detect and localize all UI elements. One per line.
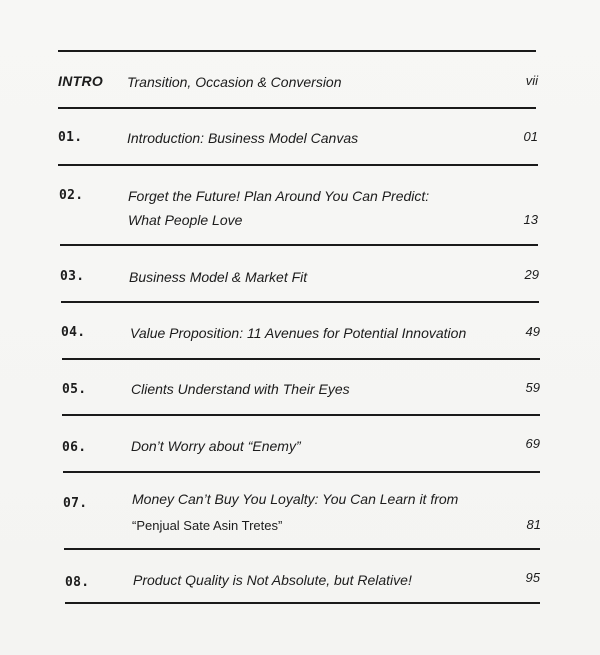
entry-divider	[62, 358, 540, 360]
entry-page: 69	[525, 436, 540, 451]
entry-divider	[60, 244, 538, 246]
entry-divider	[58, 107, 536, 109]
entry-title-line-1: Money Can’t Buy You Loyalty: You Can Learn it from	[132, 491, 459, 507]
entry-number: 02.	[59, 188, 84, 203]
entry-number: 01.	[58, 130, 83, 145]
entry-divider	[63, 471, 540, 473]
bottom-divider	[65, 602, 540, 604]
entry-page: 49	[525, 324, 540, 339]
entry-number: 06.	[62, 440, 87, 455]
entry-number: 03.	[60, 269, 85, 284]
entry-page: 01	[523, 129, 538, 144]
entry-page: 13	[523, 212, 538, 227]
entry-number: 08.	[65, 575, 90, 590]
top-divider	[58, 50, 536, 52]
entry-divider	[62, 414, 540, 416]
entry-number: 07.	[63, 496, 88, 511]
entry-number: 05.	[62, 382, 87, 397]
entry-title: Transition, Occasion & Conversion	[127, 74, 342, 90]
entry-number: 04.	[61, 325, 86, 340]
entry-title-line-1: Forget the Future! Plan Around You Can Predict:	[128, 188, 430, 204]
entry-divider	[58, 164, 538, 166]
entry-page: vii	[525, 73, 538, 88]
entry-title: Product Quality is Not Absolute, but Relative!	[133, 572, 412, 588]
entry-divider	[64, 548, 540, 550]
entry-divider	[61, 301, 539, 303]
entry-number: INTRO	[58, 73, 104, 89]
entry-page: 81	[526, 517, 541, 532]
entry-page: 59	[525, 380, 540, 395]
entry-title: Don’t Worry about “Enemy”	[131, 438, 301, 454]
entry-page: 95	[525, 570, 540, 585]
entry-title-line-2: What People Love	[128, 212, 243, 228]
entry-title: Value Proposition: 11 Avenues for Potential Innovation	[130, 325, 467, 341]
entry-title: Introduction: Business Model Canvas	[127, 130, 359, 146]
entry-title: Clients Understand with Their Eyes	[131, 381, 350, 397]
entry-page: 29	[524, 267, 539, 282]
entry-title: Business Model & Market Fit	[129, 269, 308, 285]
entry-title-line-2: “Penjual Sate Asin Tretes”	[132, 518, 283, 533]
